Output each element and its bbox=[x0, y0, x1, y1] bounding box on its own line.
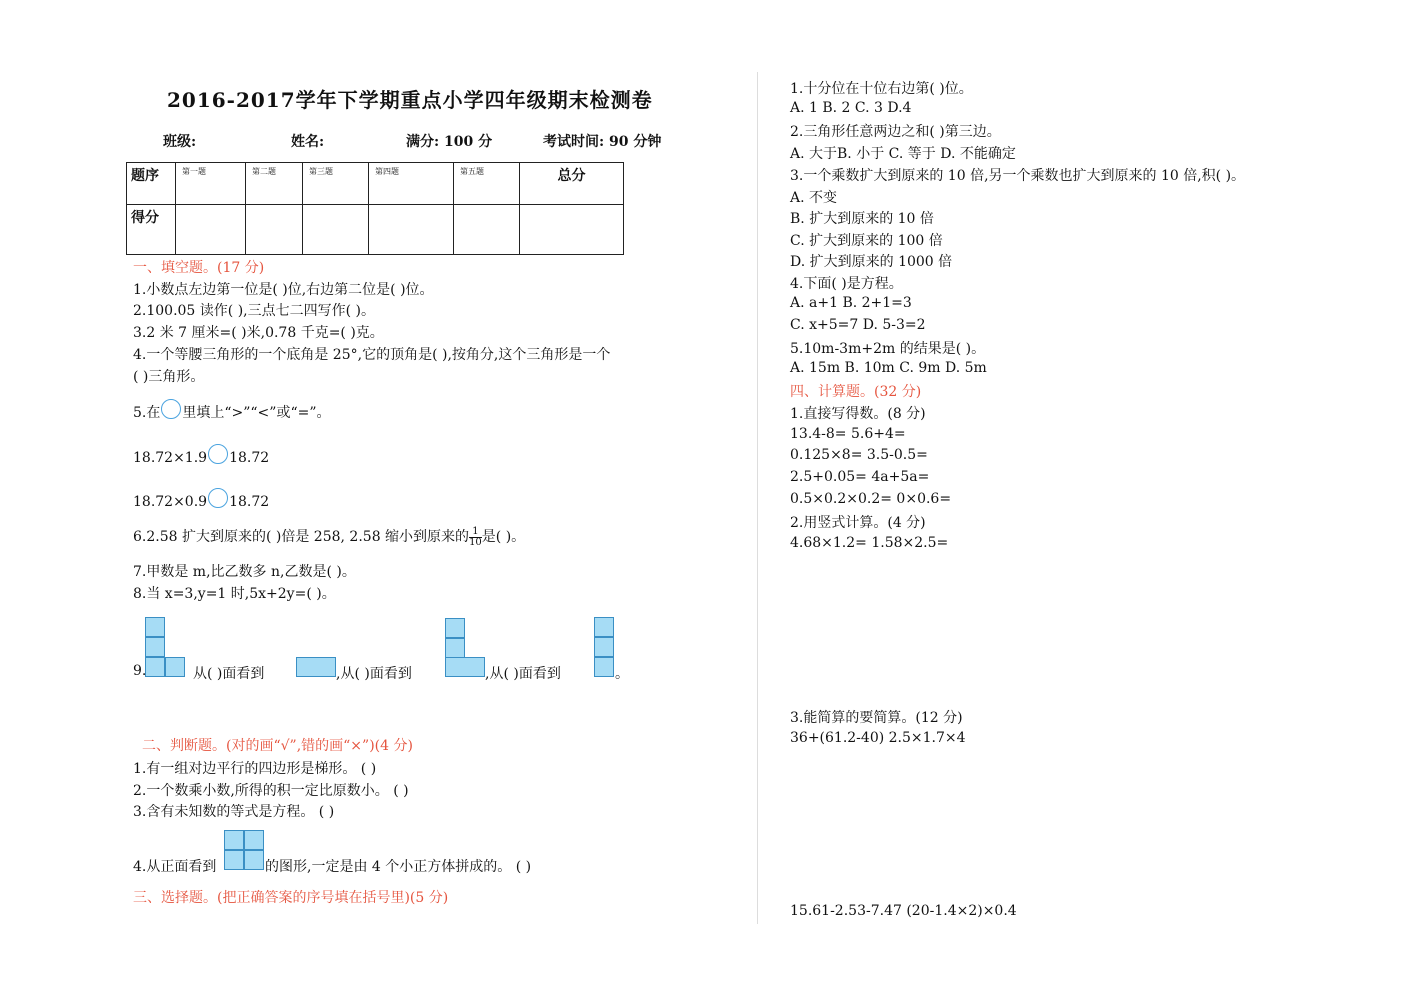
s3-q3-a: A. 不变 bbox=[790, 190, 838, 206]
s1-q9-t3: ,从( )面看到 bbox=[485, 666, 561, 682]
name-label: 姓名: bbox=[291, 134, 325, 150]
s1-q2: 2.100.05 读作( ),三点七二四写作( )。 bbox=[133, 303, 375, 319]
score-cell[interactable] bbox=[520, 205, 624, 255]
s1-q4a: 4.一个等腰三角形的一个底角是 25°,它的顶角是( ),按角分,这个三角形是一个 bbox=[133, 347, 611, 363]
s4-p1-row3: 2.5+0.05= 4a+5a= bbox=[790, 469, 930, 485]
score-table bbox=[126, 162, 624, 255]
s1-q3: 3.2 米 7 厘米=( )米,0.78 千克=( )克。 bbox=[133, 325, 384, 341]
fraction: $\frac{1}{10}$ bbox=[469, 525, 482, 548]
s1-q5b: 18.72×0.9 18.72 bbox=[133, 488, 269, 510]
score-cell[interactable] bbox=[246, 205, 303, 255]
s3-q3-b: B. 扩大到原来的 10 倍 bbox=[790, 211, 934, 227]
s4-p3-row1: 36+(61.2-40) 2.5×1.7×4 bbox=[790, 730, 966, 746]
s3-q2-options: A. 大于B. 小于 C. 等于 D. 不能确定 bbox=[790, 146, 1016, 162]
s2-q4-pre: 4.从正面看到 bbox=[133, 859, 217, 875]
section1-heading: 一、填空题。(17 分) bbox=[133, 260, 265, 276]
cube bbox=[145, 657, 165, 677]
s3-q5-options: A. 15m B. 10m C. 9m D. 5m bbox=[790, 360, 987, 376]
s2-q4-post: 的图形,一定是由 4 个小正方体拼成的。 ( ) bbox=[265, 859, 532, 875]
page-title: 2016-2017学年下学期重点小学四年级期末检测卷 bbox=[167, 88, 653, 112]
section2-heading: 二、判断题。(对的画“√”,错的画“×”)(4 分) bbox=[142, 738, 413, 754]
s2-q1: 1.有一组对边平行的四边形是梯形。 ( ) bbox=[133, 761, 377, 777]
compare-circle-icon bbox=[161, 399, 181, 419]
score-cell[interactable] bbox=[176, 205, 246, 255]
cube bbox=[145, 637, 165, 657]
s1-q9-end: 。 bbox=[615, 666, 629, 682]
s3-q2: 2.三角形任意两边之和( )第三边。 bbox=[790, 124, 1001, 140]
s1-q8: 8.当 x=3,y=1 时,5x+2y=( )。 bbox=[133, 586, 336, 602]
s3-q3: 3.一个乘数扩大到原来的 10 倍,另一个乘数也扩大到原来的 10 倍,积( )。 bbox=[790, 168, 1246, 184]
answer-circle[interactable] bbox=[208, 488, 228, 508]
s4-p2: 2.用竖式计算。(4 分) bbox=[790, 515, 926, 531]
score-col-5: 第五题 bbox=[454, 163, 520, 205]
score-cell[interactable] bbox=[303, 205, 369, 255]
answer-circle[interactable] bbox=[208, 444, 228, 464]
class-label: 班级: bbox=[163, 134, 197, 150]
s3-q1: 1.十分位在十位右边第( )位。 bbox=[790, 81, 973, 97]
s3-q1-options: A. 1 B. 2 C. 3 D.4 bbox=[790, 100, 912, 116]
score-row-label: 得分 bbox=[127, 205, 176, 255]
section3-heading: 三、选择题。(把正确答案的序号填在括号里)(5 分) bbox=[133, 890, 449, 906]
s3-q3-d: D. 扩大到原来的 1000 倍 bbox=[790, 254, 953, 270]
column-divider bbox=[757, 72, 758, 924]
score-col-2: 第二题 bbox=[246, 163, 303, 205]
s3-q4-cd: C. x+5=7 D. 5-3=2 bbox=[790, 317, 926, 333]
s1-q7: 7.甲数是 m,比乙数多 n,乙数是( )。 bbox=[133, 564, 356, 580]
full-score-label: 满分: 100 分 bbox=[406, 134, 493, 150]
section4-heading: 四、计算题。(32 分) bbox=[790, 384, 922, 400]
score-total: 总分 bbox=[520, 163, 624, 205]
score-col-1: 第一题 bbox=[176, 163, 246, 205]
s3-q4-ab: A. a+1 B. 2+1=3 bbox=[790, 295, 912, 311]
score-row-header: 题序 bbox=[127, 163, 176, 205]
s4-p2-row1: 4.68×1.2= 1.58×2.5= bbox=[790, 535, 949, 551]
s4-p1-row4: 0.5×0.2×0.2= 0×0.6= bbox=[790, 491, 952, 507]
s3-q4: 4.下面( )是方程。 bbox=[790, 276, 903, 292]
exam-time-label: 考试时间: 90 分钟 bbox=[543, 134, 662, 150]
s1-q9-num: 9. bbox=[133, 663, 147, 679]
cube bbox=[165, 657, 185, 677]
s4-p1: 1.直接写得数。(8 分) bbox=[790, 406, 926, 422]
s3-q3-c: C. 扩大到原来的 100 倍 bbox=[790, 233, 943, 249]
score-col-3: 第三题 bbox=[303, 163, 369, 205]
s1-q4b: ( )三角形。 bbox=[133, 369, 205, 385]
s1-q9-t1: 从( )面看到 bbox=[193, 666, 265, 682]
s4-p1-row2: 0.125×8= 3.5-0.5= bbox=[790, 447, 928, 463]
score-cell[interactable] bbox=[454, 205, 520, 255]
s1-q6: 6.2.58 扩大到原来的( )倍是 258, 2.58 缩小到原来的 $\frac{1}{10}$ 是( )。 bbox=[133, 525, 526, 548]
score-cell[interactable] bbox=[369, 205, 454, 255]
s4-p3-row2: 15.61-2.53-7.47 (20-1.4×2)×0.4 bbox=[790, 903, 1017, 919]
score-col-4: 第四题 bbox=[369, 163, 454, 205]
s2-q3: 3.含有未知数的等式是方程。 ( ) bbox=[133, 804, 335, 820]
s1-q5a: 18.72×1.9 18.72 bbox=[133, 444, 269, 466]
cube bbox=[145, 617, 165, 637]
view-two-squares bbox=[296, 657, 336, 677]
s1-q9-t2: ,从( )面看到 bbox=[336, 666, 412, 682]
s4-p1-row1: 13.4-8= 5.6+4= bbox=[790, 426, 906, 442]
s1-q5: 5.在 里填上“>”“<”或“=”。 bbox=[133, 399, 331, 422]
s4-p3: 3.能简算的要简算。(12 分) bbox=[790, 710, 963, 726]
s1-q1: 1.小数点左边第一位是( )位,右边第二位是( )位。 bbox=[133, 282, 434, 298]
s3-q5: 5.10m-3m+2m 的结果是( )。 bbox=[790, 341, 986, 357]
s2-q2: 2.一个数乘小数,所得的积一定比原数小。 ( ) bbox=[133, 783, 409, 799]
